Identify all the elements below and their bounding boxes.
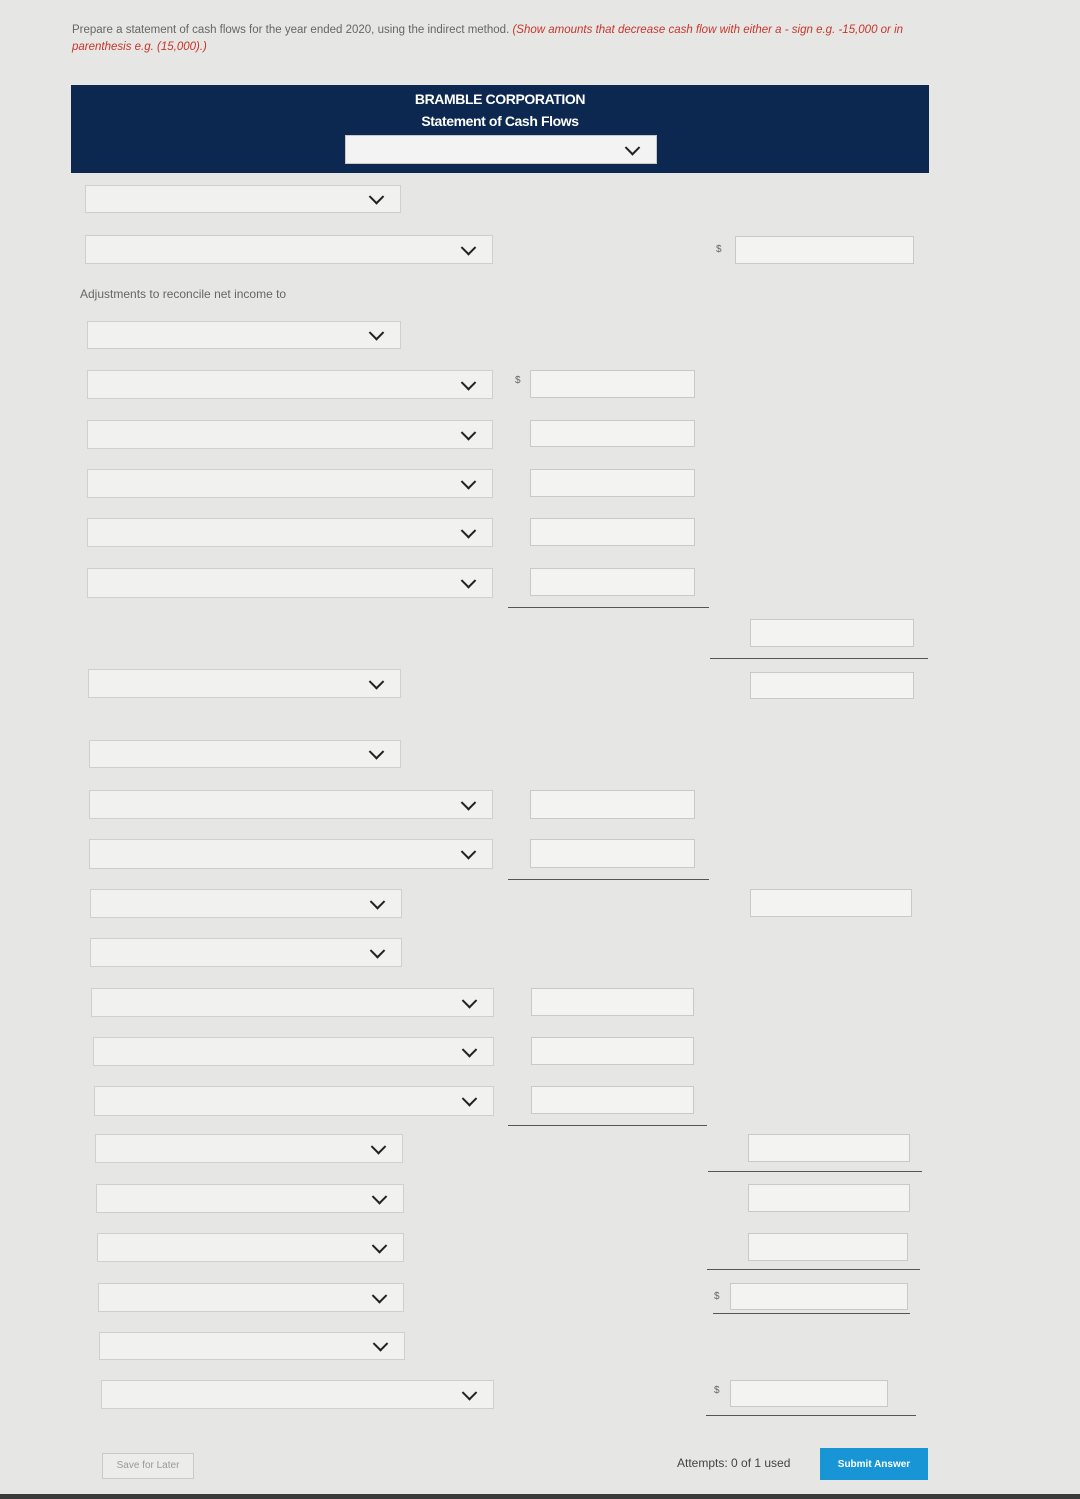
currency-symbol: $ [515, 375, 521, 386]
period-select[interactable] [345, 135, 657, 164]
investing-total-select[interactable] [90, 889, 402, 918]
adjustments-label: Adjustments to reconcile net income to [80, 287, 287, 301]
chevron-down-icon [625, 140, 641, 156]
statement-title: Statement of Cash Flows [421, 113, 579, 129]
cash-beginning-amount[interactable] [748, 1233, 908, 1261]
chevron-down-icon [372, 1238, 388, 1254]
adjustment-item-select-3[interactable] [87, 469, 493, 498]
adjustment-amount-1[interactable] [530, 370, 695, 398]
investing-amount-1[interactable] [530, 790, 695, 819]
chevron-down-icon [462, 1091, 478, 1107]
financing-amount-2[interactable] [531, 1037, 694, 1065]
section-select-investing[interactable] [89, 740, 401, 768]
chevron-down-icon [461, 523, 477, 539]
chevron-down-icon [369, 674, 385, 690]
financing-amount-1[interactable] [531, 988, 694, 1016]
chevron-down-icon [370, 943, 386, 959]
attempts-counter: Attempts: 0 of 1 used [677, 1456, 791, 1470]
chevron-down-icon [461, 795, 477, 811]
chevron-down-icon [371, 1139, 387, 1155]
noncash-amount[interactable] [730, 1380, 888, 1407]
chevron-down-icon [369, 189, 385, 205]
operating-total-amount[interactable] [750, 672, 914, 699]
submit-answer-button[interactable]: Submit Answer [820, 1448, 928, 1480]
statement-header [71, 85, 929, 173]
investing-total-amount[interactable] [750, 889, 912, 917]
instructions-main: Prepare a statement of cash flows for the year ended 2020, using the indirect method. [72, 24, 510, 36]
net-change-select[interactable] [96, 1184, 404, 1213]
currency-symbol: $ [714, 1385, 720, 1396]
chevron-down-icon [462, 993, 478, 1009]
total-underline [706, 1415, 916, 1416]
financing-total-select[interactable] [95, 1134, 403, 1163]
financing-total-amount[interactable] [748, 1134, 910, 1162]
financing-item-select-3[interactable] [94, 1086, 494, 1116]
adjustment-amount-4[interactable] [530, 518, 695, 546]
financing-item-select-1[interactable] [91, 988, 494, 1017]
chevron-down-icon [461, 375, 477, 391]
chevron-down-icon [462, 1042, 478, 1058]
chevron-down-icon [370, 894, 386, 910]
save-for-later-button[interactable]: Save for Later [102, 1453, 194, 1479]
subtotal-underline [508, 879, 709, 880]
subtotal-underline [508, 1125, 707, 1126]
net-change-amount[interactable] [748, 1184, 910, 1212]
subtotal-underline [508, 607, 709, 608]
chevron-down-icon [372, 1189, 388, 1205]
chevron-down-icon [461, 240, 477, 256]
adjustments-select[interactable] [87, 321, 401, 349]
subtotal-underline [708, 1171, 922, 1172]
chevron-down-icon [369, 744, 385, 760]
noncash-section-select[interactable] [99, 1332, 405, 1360]
investing-item-select-1[interactable] [89, 790, 493, 819]
investing-item-select-2[interactable] [89, 839, 493, 869]
adjustments-total-amount[interactable] [750, 619, 914, 647]
subtotal-underline [707, 1269, 920, 1270]
cash-ending-amount[interactable] [730, 1283, 908, 1310]
adjustment-amount-5[interactable] [530, 568, 695, 596]
financing-amount-3[interactable] [531, 1086, 694, 1114]
adjustment-amount-3[interactable] [530, 469, 695, 497]
company-name: BRAMBLE CORPORATION [414, 91, 586, 107]
adjustment-item-select-4[interactable] [87, 518, 493, 547]
chevron-down-icon [369, 325, 385, 341]
section-select-operating[interactable] [85, 185, 401, 213]
chevron-down-icon [461, 474, 477, 490]
operating-total-select[interactable] [88, 669, 401, 698]
subtotal-underline [710, 658, 928, 659]
total-underline [713, 1313, 910, 1314]
adjustment-item-select-2[interactable] [87, 420, 493, 449]
currency-symbol: $ [714, 1291, 720, 1302]
section-select-financing[interactable] [90, 938, 402, 967]
instructions-note: (Show amounts that decrease cash flow with either a - sign e.g. -15,000 or in parenthesis e.g. (15,000).) [72, 24, 904, 53]
financing-item-select-2[interactable] [93, 1037, 494, 1066]
adjustment-item-select-5[interactable] [87, 568, 493, 598]
instructions [72, 22, 952, 56]
noncash-item-select[interactable] [101, 1380, 494, 1409]
chevron-down-icon [372, 1288, 388, 1304]
cash-ending-select[interactable] [98, 1283, 404, 1312]
chevron-down-icon [373, 1336, 389, 1352]
adjustment-item-select-1[interactable] [87, 370, 493, 399]
chevron-down-icon [461, 573, 477, 589]
cash-beginning-select[interactable] [97, 1233, 404, 1262]
bottom-edge [0, 1494, 1080, 1499]
currency-symbol: $ [716, 244, 722, 255]
chevron-down-icon [461, 844, 477, 860]
adjustment-amount-2[interactable] [530, 420, 695, 447]
chevron-down-icon [462, 1385, 478, 1401]
net-income-amount[interactable] [735, 236, 914, 264]
investing-amount-2[interactable] [530, 839, 695, 868]
chevron-down-icon [461, 425, 477, 441]
net-income-select[interactable] [85, 235, 493, 264]
